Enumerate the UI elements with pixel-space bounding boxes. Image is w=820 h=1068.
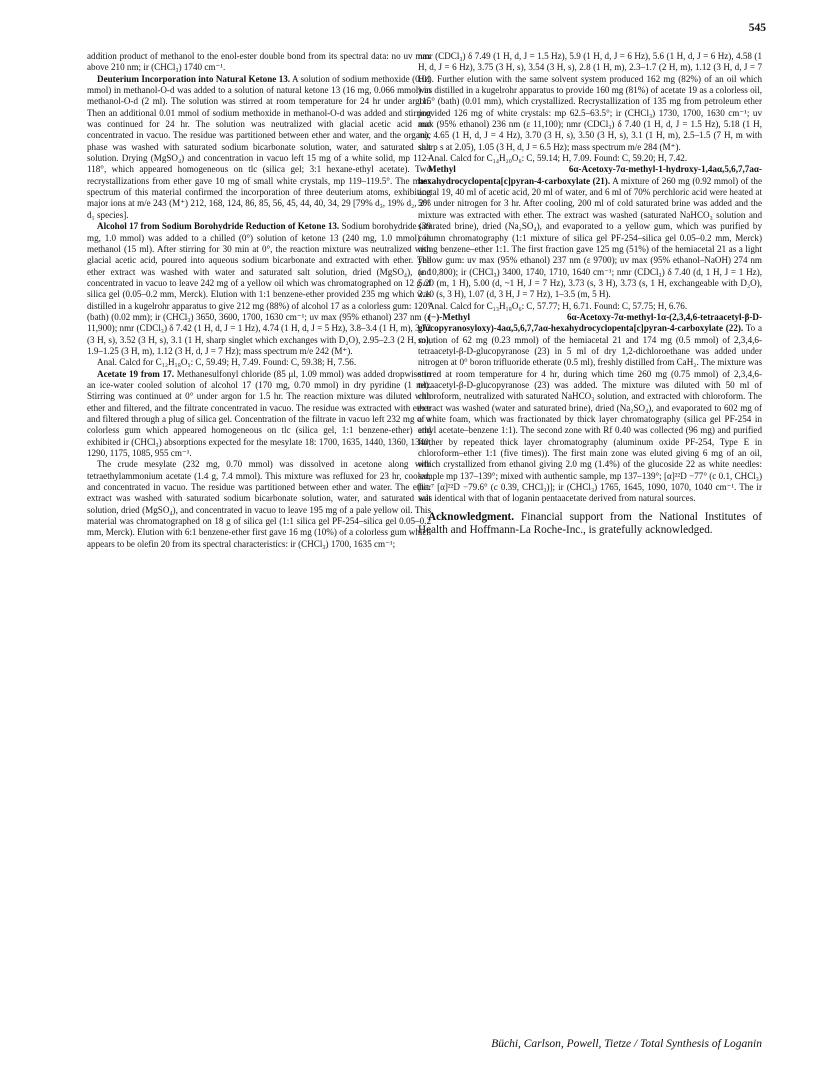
paragraph-text: The crude mesylate (232 mg, 0.70 mmol) was dissolved in acetone along with tetraethylammonium acetate (1.4 g, 7.4 mmol). This mixture was refluxed for 23 hr, cooled, and concentrated in vacuo. The residue was partitioned between ether and water. The ether extract was washed with saturated sodium bicarbonate solution, water, and saturated salt solution, dried (MgSO₄), and concentrated in vacuo to leave 195 mg of a pale yellow oil. This material was chromatographed on 18 g of silica gel (1:1 silica gel PF-254–silica gel 0.05–0.2 mm, Merck). Elution with 6:1 benzene-ether first gave 16 mg (10%) of a colorless gum which appears to be olefin 20 from its spectral characteristics: ir (CHCl₃) 1700, 1635 cm⁻¹; — [87, 459, 431, 549]
acknowledgment-heading: Acknowledgment. — [428, 510, 515, 523]
paragraph-text: nmr (CDCl₃) δ 7.49 (1 H, d, J = 1.5 Hz), 5.9 (1 H, d, J = 6 Hz), 5.6 (1 H, d, J = 6 Hz), 4.58 (1 H, d, J = 6 Hz), 3.75 (3 H, s), 3.54 (3 H, s), 2.8 (1 H, m), 2.3–1.7 (2 H, m), 1.12 (3 H, d, J = 7 Hz). Further elution with the same solvent system produced 162 mg (82%) of an oil which was distilled in a kugelrohr apparatus to provide 160 mg (81%) of acetate 19 as a colorless oil, 115° (bath) (0.01 mm), which crystallized. Recrystallization of 135 mg from petroleum ether provided 126 mg of white crystals: mp 62.5–63.5°; ir (CHCl₃) 1730, 1700, 1630 cm⁻¹; uv max (95% ethanol) 236 nm (ε 11,100); nmr (CDCl₃) δ 7.40 (1 H, d, J = 1.5 Hz), 5.18 (1 H, m), 4.65 (1 H, d, J = 4 Hz), 3.70 (3 H, s), 3.50 (3 H, s), 3.1 (1 H, m), 2.5–1.5 (7 H, m with sharp s at 2.05), 1.05 (3 H, d, J = 6.5 Hz); mass spectrum m/e 284 (M⁺). — [418, 51, 762, 152]
paragraph — [418, 312, 762, 505]
paragraph — [87, 459, 431, 550]
paragraph — [87, 51, 431, 74]
left-column — [87, 51, 431, 550]
paragraph-text: Anal. Calcd for C₁₄H₂₀O₆: C, 59.14; H, 7.09. Found: C, 59.20; H, 7.42. — [428, 153, 688, 164]
running-footer: Büchi, Carlson, Powell, Tietze / Total Synthesis of Loganin — [491, 1038, 762, 1050]
right-column — [418, 51, 762, 538]
section-heading: Methyl 6α-Acetoxy-7α-methyl-1-hydroxy-1,4aα,5,6,7,7aα-hexahydrocyclopenta[c]pyran-4-carboxylate (21). — [418, 164, 762, 186]
paragraph-text: Anal. Calcd for C₁₃H₁₈O₆: C, 57.77; H, 6.71. Found: C, 57.75; H, 6.76. — [428, 300, 688, 311]
paragraph-text: A solution of sodium methoxide (0.01 mmol) in methanol-O-d was added to a solution of natural ketone 13 (16 mg, 0.066 mmol) in methanol-O-d (2 ml). The solution was stirred at room temperature for 24 hr under argon. Then an additional 0.01 mmol of sodium methoxide in methanol-O-d was added and stirring was continued for 24 hr. The solution was neutralized with glacial acetic acid and concentrated in vacuo. The residue was partitioned between ether and water, and the organic phase was washed with saturated sodium bicarbonate solution, water, and saturated salt solution. Drying (MgSO₄) and concentration in vacuo left 15 mg of a white solid, mp 112–118°, which appeared homogeneous on tlc (silica gel; 3:1 hexane-ethyl acetate). Two recrystallizations from ether gave 10 mg of small white crystals, mp 119–119.5°. The mass spectrum of this material confirmed the incorporation of three deuterium atoms, exhibiting major ions at m/e 243 (M⁺) 212, 168, 124, 86, 85, 56, 45, 44, 40, 34, 29 [79% d₃, 19% d₂, 2% d₁ species]. — [87, 73, 432, 220]
page-number: 545 — [748, 22, 766, 34]
paragraph — [418, 301, 762, 312]
paragraph-text: Methanesulfonyl chloride (85 μl, 1.09 mmol) was added dropwise to an ice-water cooled solution of alcohol 17 (170 mg, 0.70 mmol) in dry pyridine (1 ml). Stirring was continued at 0° under argon for 1.5 hr. The reaction mixture was diluted with ether and filtered, and the filtrate concentrated in vacuo. The residue was extracted with ether and filtered through a plug of silica gel. Concentration of the filtrate in vacuo left 232 mg of a colorless gum which appeared homogeneous on tlc (silica gel, 1:1 benzene-ether) and exhibited ir (CHCl₃) absorptions expected for the mesylate 18: 1700, 1635, 1440, 1360, 1340, 1290, 1175, 1085, 955 cm⁻¹. — [87, 368, 432, 459]
section-heading: Acetate 19 from 17. — [97, 368, 174, 379]
paragraph — [418, 153, 762, 164]
paragraph-text: Anal. Calcd for C₁₂H₁₈O₅: C, 59.49; H, 7.49. Found: C, 59.38; H, 7.56. — [97, 357, 357, 368]
paragraph — [87, 221, 431, 357]
section-heading: Alcohol 17 from Sodium Borohydride Reduction of Ketone 13. — [97, 221, 340, 232]
section-heading: Deuterium Incorporation into Natural Ketone 13. — [97, 73, 291, 84]
paragraph — [418, 164, 762, 300]
paragraph-text: To a solution of 62 mg (0.23 mmol) of the hemiacetal 21 and 174 mg (0.5 mmol) of 2,3,4,6-tetraacetyl-β-D-glucopyranose (23) in 5 ml of dry 1,2-dichloroethane was added under nitrogen at 0° boron trifluoride etherate (0.5 ml), freshly distilled from CaH₂. The mixture was stirred at room temperature for 4 hr, during which time 260 mg (0.75 mmol) of 2,3,4,6-tetraacetyl-β-D-glucopyranose (23) was added. The mixture was diluted with 50 ml of chloroform, neutralized with saturated NaHCO₃ solution, and extracted with chloroform. The extract was washed (water and saturated brine), dried (Na₂SO₄), and evaporated to 602 mg of a white foam, which was fractionated by thick layer chromatography (silica gel PF-254 in ethyl acetate–benzene 1:1). The second zone with Rf 0.40 was collected (96 mg) and purified further by repeated thick layer chromatography (aluminum oxide PF-254, Type E in chloroform–ether 1:1 (five times)). The first main zone was eluted giving 6 mg of an oil, which crystallized from ethanol giving 2.0 mg (1.4%) of the glucoside 22 as white needles: sample mp 137–139°; mixed with authentic sample, mp 137–139°; [α]²²D −77° (c 0.1, CHCl₃) [lit.⁷ [α]²²D −79.6° (c 0.39, CHCl₃)]; ir (CHCl₃) 1765, 1645, 1090, 1070, 1040 cm⁻¹. The ir was identical with that of loganin pentaacetate derived from natural sources. — [418, 323, 762, 504]
paragraph-text: Sodium borohydride (39 mg, 1.0 mmol) was added to a chilled (0°) solution of ketone 13 (240 mg, 1.0 mmol) in methanol (15 ml). After stirring for 30 min at 0°, the reaction mixture was neutralized with glacial acetic acid, poured into aqueous sodium bicarbonate and extracted with ether. The ether extract was washed with water and saturated salt solution, dried (MgSO₄), and concentrated in vacuo to leave 242 mg of a yellow oil which was chromatographed on 12 g of silica gel (0.05–0.2 mm, Merck). Elution with 1:1 benzene-ether provided 235 mg which was distilled in a kugelrohr apparatus to give 212 mg (88%) of alcohol 17 as a colorless gum: 120° (bath) (0.02 mm); ir (CHCl₃) 3650, 3600, 1700, 1630 cm⁻¹; uv max (95% ethanol) 237 nm (ε 11,900); nmr (CDCl₃) δ 7.42 (1 H, d, J = 1 Hz), 4.74 (1 H, d, J = 5 Hz), 3.8–3.4 (1 H, m), 3.72 (3 H, s), 3.52 (3 H, s), 3.1 (1 H, sharp singlet which exchanges with D₂O), 2.95–2.3 (2 H, m), 1.9–1.25 (3 H, m), 1.12 (3 H, d, J = 7 Hz); mass spectrum m/e 242 (M⁺). — [87, 221, 431, 356]
paragraph — [87, 74, 431, 221]
paragraph-text: addition product of methanol to the enol-ester double bond from its spectral data: no uv max above 210 nm; ir (CHCl₃) 1740 cm⁻¹. — [87, 51, 431, 73]
section-heading: (−)-Methyl 6α-Acetoxy-7α-methyl-1α-(2,3,4,6-tetraacetyl-β-D-glucopyranosyloxy)-4aα,5,6,7,7aα-hexahydrocyclopenta[c]pyran-4-carboxylate (22). — [418, 311, 762, 334]
paragraph — [418, 51, 762, 153]
paragraph — [87, 357, 431, 368]
acknowledgment — [418, 511, 762, 538]
paragraph — [87, 369, 431, 460]
paragraph-text: A mixture of 260 mg (0.92 mmol) of the acetal 19, 40 ml of acetic acid, 20 ml of water, and 6 ml of 70% perchloric acid were heated at 50° under nitrogen for 3 hr. After cooling, 200 ml of cold saturated brine was added and the mixture was extracted with ether. The extract was washed (saturated NaHCO₃ solution and saturated brine), dried (Na₂SO₄), and evaporated to a yellow gum, which was purified by column chromatography (1:1 mixture of silica gel PF-254–silica gel 0.05–0.2 mm, Merck) using benzene–ether 1:1. The first fraction gave 125 mg (51%) of the hemiacetal 21 as a light yellow gum: uv max (95% ethanol) 237 nm (ε 9700); uv max (95% ethanol–NaOH) 274 nm (ε 10,800); ir (CHCl₃) 3400, 1740, 1710, 1640 cm⁻¹; nmr (CDCl₃) δ 7.40 (d, 1 H, J = 1 Hz), 5.20 (m, 1 H), 5.00 (d, ~1 H, J = 7 Hz), 3.73 (s, 3 H), 3.73 (s, 1 H, exchangeable with D₂O), 2.10 (s, 3 H), 1.07 (d, 3 H, J = 7 Hz), 1–3.5 (m, 5 H). — [418, 175, 763, 300]
acknowledgment-text: Financial support from the National Institutes of Health and Hoffmann-La Roche-Inc., is gratefully acknowledged. — [418, 510, 763, 537]
